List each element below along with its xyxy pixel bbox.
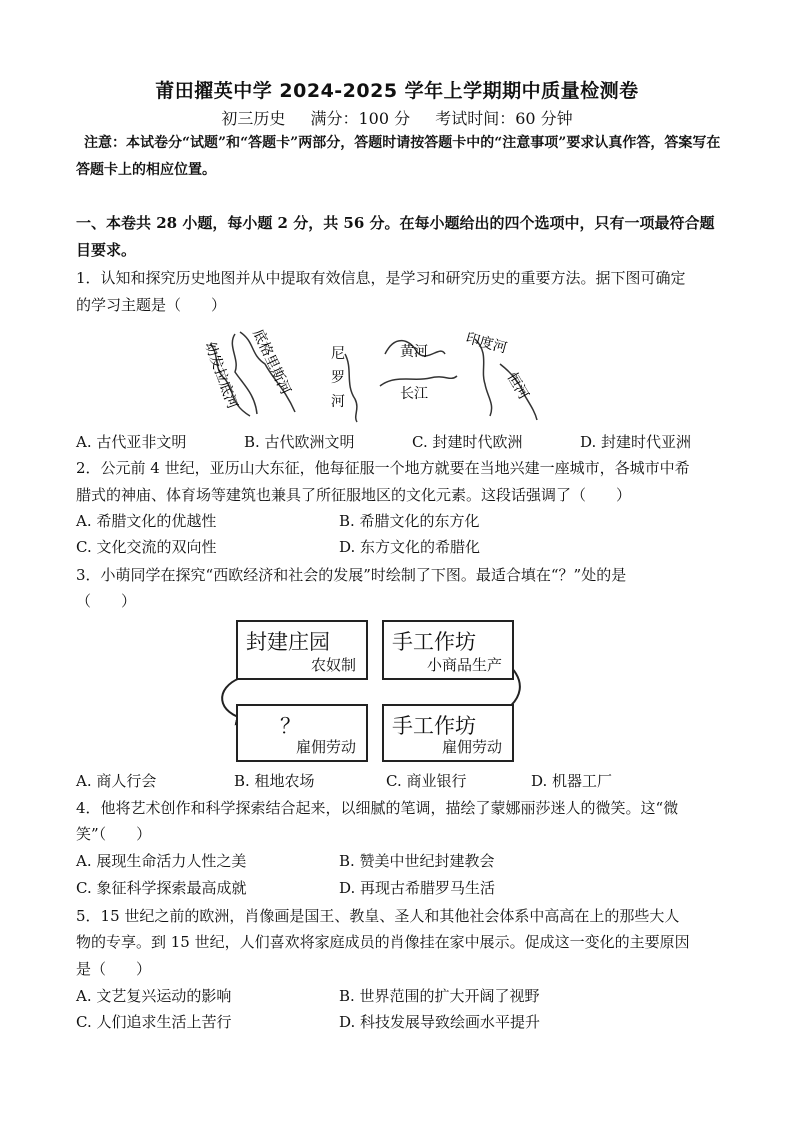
q1-river-map xyxy=(195,324,540,424)
q2-option-b: B. 希腊文化的东方化 xyxy=(339,512,480,530)
box-handicraft-hired-title: 手工作坊 xyxy=(392,714,476,738)
q4-option-b: B. 赞美中世纪封建教会 xyxy=(339,852,495,870)
q5-option-a: A. 文艺复兴运动的影响 xyxy=(76,987,232,1005)
map-label-yellow-river: 黄河 xyxy=(400,344,428,360)
map-label-indus: 印度河 xyxy=(463,330,509,357)
q1-option-a: A. 古代亚非文明 xyxy=(76,433,187,451)
box-handicraft-hired xyxy=(382,704,514,762)
box-handicraft-small xyxy=(382,620,514,680)
map-label-nile-2: 罗 xyxy=(331,370,345,386)
box-handicraft-small-title: 手工作坊 xyxy=(392,630,476,654)
q3-option-c: C. 商业银行 xyxy=(386,772,467,790)
map-label-nile-3: 河 xyxy=(331,394,345,410)
q3-option-a: A. 商人行会 xyxy=(76,772,157,790)
q4-stem-line1: 4．他将艺术创作和科学探索结合起来，以细腻的笔调，描绘了蒙娜丽莎迷人的微笑。这“微 xyxy=(76,799,679,817)
q1-option-b: B. 古代欧洲文明 xyxy=(244,433,355,451)
q2-stem-line2: 腊式的神庙、体育场等建筑也兼具了所征服地区的文化元素。这段话强调了（ ） xyxy=(76,486,632,504)
q1-option-d: D. 封建时代亚洲 xyxy=(580,433,692,451)
q4-stem-line2: 笑”（ ） xyxy=(76,825,152,843)
map-label-yangtze: 长江 xyxy=(400,386,428,402)
yangtze-river xyxy=(380,376,457,386)
q5-stem-line1: 5．15 世纪之前的欧洲，肖像画是国王、教皇、圣人和其他社会体系中高高在上的那些大人 xyxy=(76,907,680,925)
subject-label: 初三历史 xyxy=(221,109,286,128)
box-unknown-title: ？ xyxy=(280,714,301,738)
map-label-euphrates: 幼发拉底河 xyxy=(201,339,241,412)
q3-stem-line2: （ ） xyxy=(76,592,137,610)
q5-option-b: B. 世界范围的扩大开阔了视野 xyxy=(339,987,540,1005)
q2-option-a: A. 希腊文化的优越性 xyxy=(76,512,217,530)
full-score-label: 满分：100 分 xyxy=(310,109,411,128)
box-unknown-sub: 雇佣劳动 xyxy=(295,738,356,756)
q5-stem-line3: 是（ ） xyxy=(76,960,152,978)
box-feudal-manor xyxy=(236,620,368,680)
section-one-instructions: 一、本卷共 28 小题，每小题 2 分，共 56 分。在每小题给出的四个选项中，只有一项最符合题目要求。 xyxy=(76,214,715,259)
q3-flow-diagram xyxy=(210,618,530,764)
box-unknown xyxy=(236,704,368,762)
q1-stem-line2: 的学习主题是（ ） xyxy=(76,296,227,314)
box-feudal-manor-sub: 农奴制 xyxy=(310,656,356,674)
exam-subtitle xyxy=(0,106,794,129)
q4-option-a: A. 展现生命活力人性之美 xyxy=(76,852,247,870)
q3-stem-line1: 3．小萌同学在探究“西欧经济和社会的发展”时绘制了下图。最适合填在“？”处的是 xyxy=(76,566,627,584)
time-label: 考试时间：60 分钟 xyxy=(435,109,573,128)
q4-option-c: C. 象征科学探索最高成就 xyxy=(76,879,247,897)
box-feudal-manor-title: 封建庄园 xyxy=(246,630,330,654)
map-label-nile-1: 尼 xyxy=(331,346,345,362)
box-handicraft-hired-sub: 雇佣劳动 xyxy=(441,738,502,756)
exam-notice: 注意：本试卷分“试题”和“答题卡”两部分，答题时请按答题卡中的“注意事项”要求认真作答，答案写在答题卡上的相应位置。 xyxy=(76,135,721,178)
q5-option-c: C. 人们追求生活上苦行 xyxy=(76,1013,232,1031)
q1-option-c: C. 封建时代欧洲 xyxy=(412,433,523,451)
q4-option-d: D. 再现古希腊罗马生活 xyxy=(339,879,496,897)
q2-option-d: D. 东方文化的希腊化 xyxy=(339,538,481,556)
q2-stem-line1: 2．公元前 4 世纪，亚历山大东征，他每征服一个地方就要在当地兴建一座城市，各城市中希 xyxy=(76,459,690,477)
q3-option-b: B. 租地农场 xyxy=(234,772,315,790)
q5-option-d: D. 科技发展导致绘画水平提升 xyxy=(339,1013,541,1031)
q2-option-c: C. 文化交流的双向性 xyxy=(76,538,217,556)
exam-title: 莆田擢英中学 2024-2025 学年上学期期中质量检测卷 xyxy=(155,80,639,102)
nile-river xyxy=(345,354,357,422)
map-label-ganges: 恒河 xyxy=(503,370,532,403)
q1-stem-line1: 1．认知和探究历史地图并从中提取有效信息，是学习和研究历史的重要方法。据下图可确定 xyxy=(76,269,686,287)
q3-option-d: D. 机器工厂 xyxy=(531,772,613,790)
q5-stem-line2: 物的专享。到 15 世纪，人们喜欢将家庭成员的肖像挂在家中展示。促成这一变化的主要原因 xyxy=(76,933,690,951)
map-label-tigris: 底格里斯河 xyxy=(249,326,294,398)
box-handicraft-small-sub: 小商品生产 xyxy=(426,656,502,674)
